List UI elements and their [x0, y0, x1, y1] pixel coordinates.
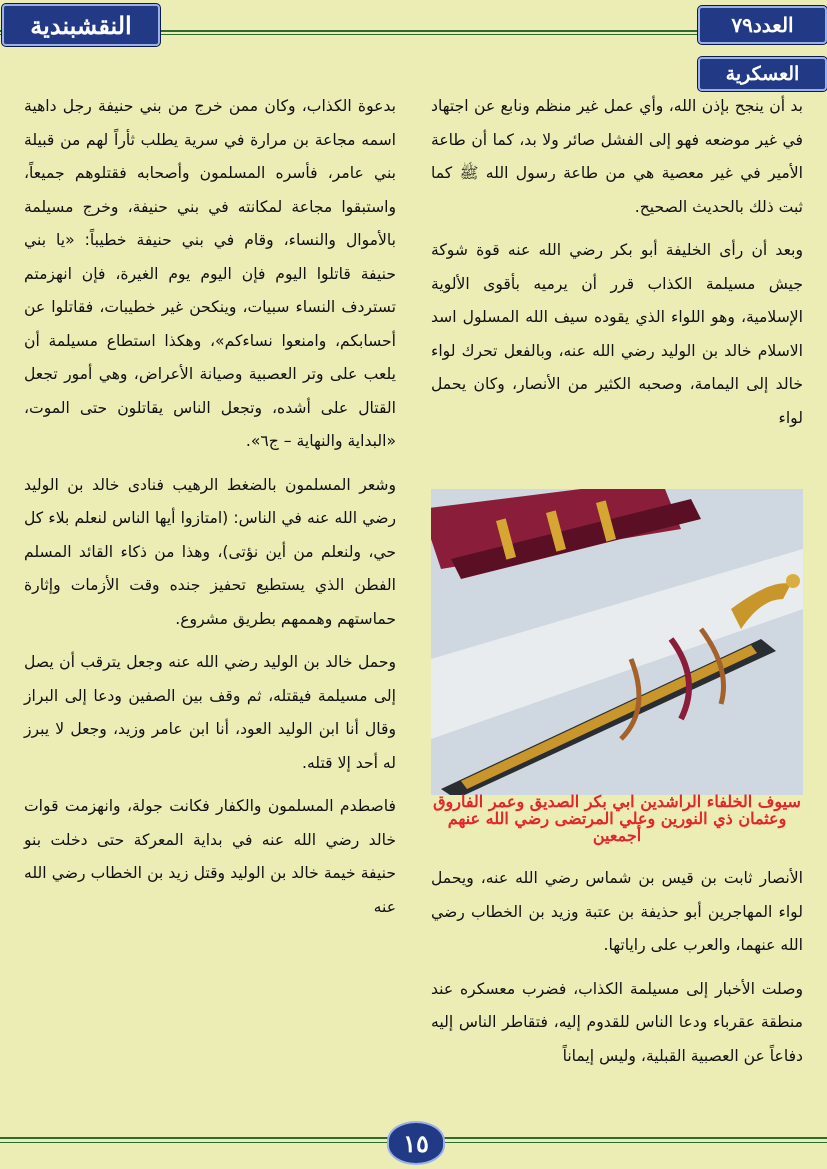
photo-caption: سيوف الخلفاء الراشدين ابي بكر الصديق وعمر الفاروق وعثمان ذي النورين وعلي المرتضى رضي الله عنهم أجمعين [433, 792, 801, 845]
paragraph: وبعد أن رأى الخليفة أبو بكر رضي الله عنه قوة شوكة جيش مسيلمة الكذاب قرر أن يرميه بأقوى الألوية الإسلامية، وهو اللواء الذي يقوده سيف الله المسلول اسد الاسلام خالد بن الوليد رضي الله عنه، وبالفعل تحرك لواء خالد إلى اليمامة، وصحبه الكثير من الأنصار، وكان يحمل لواء [431, 241, 803, 427]
section-label: العسكرية [698, 57, 827, 91]
paragraph: فاصطدم المسلمون والكفار فكانت جولة، وانهزمت قوات خالد رضي الله عنه في بداية المعركة حتى دخلت بنو حنيفة خيمة خالد بن الوليد وقتل زيد بن الخطاب رضي الله عنه [24, 797, 396, 916]
paragraph: وصلت الأخبار إلى مسيلمة الكذاب، فضرب معسكره عند منطقة عقرباء ودعا الناس للقدوم إليه، فتقاطر الناس إليه دفاعاً عن العصبية القبلية، وليس إيماناً [431, 979, 803, 1065]
swords-photo [431, 489, 803, 795]
paragraph: الأنصار ثابت بن قيس بن شماس رضي الله عنه، ويحمل لواء المهاجرين أبو حذيفة بن عتبة وزيد بن الخطاب رضي الله عنهما، والعرب على راياتها. [431, 869, 803, 955]
paragraph: وحمل خالد بن الوليد رضي الله عنه وجعل يترقب أن يصل إلى مسيلمة فيقتله، ثم وقف بين الصفين ودعا إلى البراز وقال أنا ابن الوليد العود، أنا ابن عامر وزيد، وجعل لا يبرز له أحد إلا قتله. [24, 653, 396, 772]
article-column-left [24, 90, 396, 1135]
paragraph: بد أن ينجح بإذن الله، وأي عمل غير منظم ونابع عن اجتهاد في غير موضعه فهو إلى الفشل صائر ولا بد، كما أن طاعة الأمير في غير معصية هي من طاعة رسول الله ﷺ كما ثبت ذلك بالحديث الصحيح. [431, 97, 803, 216]
paragraph: بدعوة الكذاب، وكان ممن خرج من بني حنيفة رجل داهية اسمه مجاعة بن مرارة في سرية يطلب ثأراً لهم من قبيلة بني عامر، فأسره المسلمون وأصحابه فقتلوهم جميعاً، واستبقوا مجاعة لمكانته في بني حنيفة، وخرج مسيلمة بالأموال والنساء، وقام في بني حنيفة خطيباً: «يا بني حنيفة قاتلوا اليوم فإن اليوم يوم الغيرة، فإن انهزمتم تستردف النساء سبيات، وينكحن غير خطيبات، فقاتلوا عن أحسابكم، وامنعوا نساءكم»، وهكذا استطاع مسيلمة أن يلعب على وتر العصبية وصيانة الأعراض، وهي أمور تجعل القتال على أشده، وتجعل الناس يقاتلون حتى الموت، «البداية والنهاية – ج٦». [24, 97, 396, 451]
paragraph: وشعر المسلمون بالضغط الرهيب فنادى خالد بن الوليد رضي الله عنه في الناس: (امتازوا أيها الناس لنعلم بلاء كل حي، ولنعلم من أين نؤتى)، وهذا من ذكاء القائد المسلم الفطن الذي يستطيع تحفيز جنده وقت الأزمات وإثارة حماستهم وهممهم بطريق مشروع. [24, 475, 396, 628]
swords-illustration [431, 489, 803, 795]
issue-label: العدد٧٩ [698, 6, 827, 44]
magazine-title: النقشبندية [2, 4, 160, 46]
page-number: ١٥ [387, 1121, 445, 1165]
article-column-right-top [431, 90, 803, 490]
article-column-right-bottom [431, 862, 803, 1132]
